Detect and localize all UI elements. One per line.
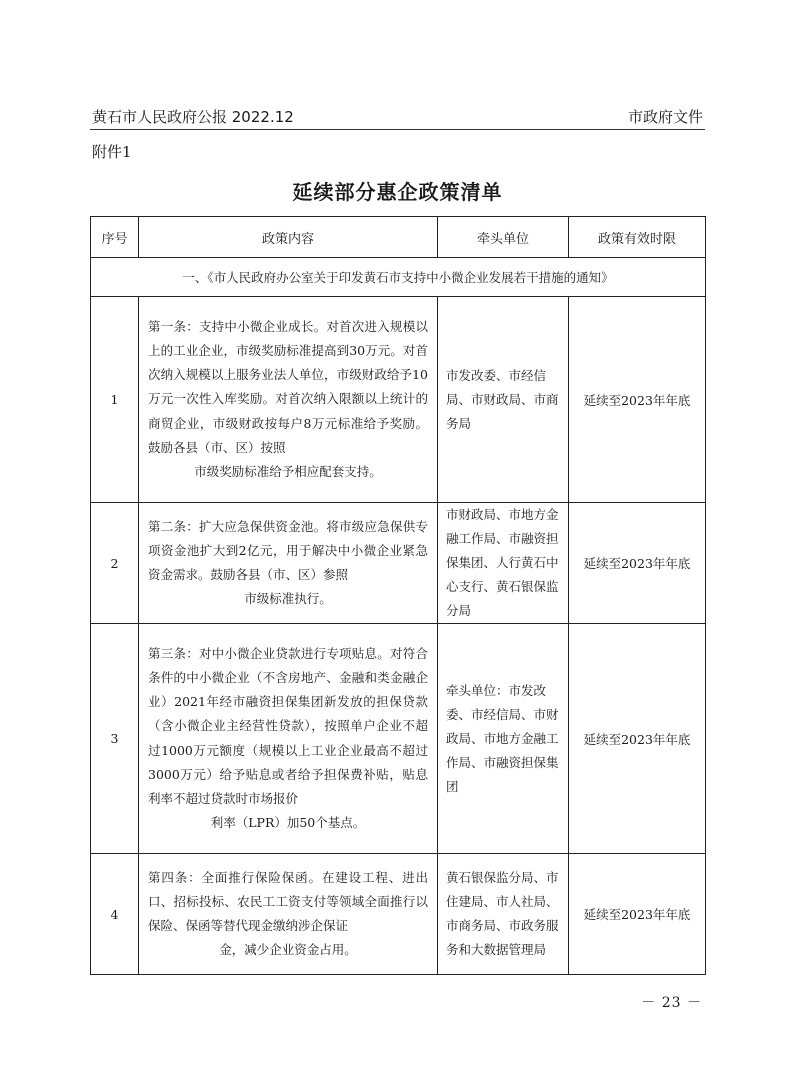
policy-content-lastline: 市级标准执行。 xyxy=(244,591,332,607)
policy-content xyxy=(139,624,438,854)
table-row xyxy=(91,854,706,975)
table-row xyxy=(91,624,706,854)
section-title: 一、《市人民政府办公室关于印发黄石市支持中小微企业发展若干措施的通知》 xyxy=(91,258,706,297)
policy-table xyxy=(90,216,706,975)
policy-term: 延续至2023年年底 xyxy=(569,624,706,854)
row-number: 4 xyxy=(91,854,139,975)
policy-content-lastline: 利率（LPR）加50个基点。 xyxy=(210,815,366,831)
page-number: － 23 － xyxy=(641,995,702,1011)
header-term: 政策有效时限 xyxy=(569,217,706,258)
policy-content xyxy=(139,297,438,503)
table-header-row xyxy=(91,217,706,258)
policy-content-text: 第四条：全面推行保险保函。在建设工程、进出口、招标投标、农民工工资支付等领域全面推行以保险、保函等替代现金缴纳涉企保证 xyxy=(148,869,428,933)
table-row xyxy=(91,503,706,624)
lead-unit: 黄石银保监分局、市住建局、市人社局、市商务局、市政务服务和大数据管理局 xyxy=(438,854,569,975)
policy-content-lastline: 金，减少企业资金占用。 xyxy=(219,942,357,958)
lead-unit: 市财政局、市地方金融工作局、市融资担保集团、人行黄石中心支行、黄石银保监分局 xyxy=(438,503,569,624)
policy-content-text: 第二条：扩大应急保供资金池。将市级应急保供专项资金池扩大到2亿元，用于解决中小微企业紧急资金需求。鼓励各县（市、区）参照 xyxy=(148,518,428,582)
section-row xyxy=(91,258,706,297)
document-title: 延续部分惠企政策清单 xyxy=(292,180,503,204)
attachment-label: 附件1 xyxy=(92,143,132,161)
policy-content xyxy=(139,503,438,624)
row-number: 3 xyxy=(91,624,139,854)
policy-term: 延续至2023年年底 xyxy=(569,503,706,624)
header-publication: 黄石市人民政府公报 2022.12 xyxy=(92,108,294,126)
policy-content-lastline: 市级奖励标准给予相应配套支持。 xyxy=(194,464,382,479)
page-header xyxy=(90,104,705,128)
lead-unit: 牵头单位：市发改委、市经信局、市财政局、市地方金融工作局、市融资担保集团 xyxy=(438,624,569,854)
header-section: 市政府文件 xyxy=(627,108,703,126)
table-row xyxy=(91,297,706,503)
header-unit: 牵头单位 xyxy=(438,217,569,258)
policy-term: 延续至2023年年底 xyxy=(569,854,706,975)
policy-content-text: 第一条：支持中小微企业成长。对首次进入规模以上的工业企业，市级奖励标准提高到30万元。对首次纳入规模以上服务业法人单位，市级财政给予10万元一次性入库奖励。对首次纳入限额以上统计的商贸企业，市级财政按每户8万元标准给予奖励。鼓励各县（市、区）按照 xyxy=(148,318,428,455)
policy-content xyxy=(139,854,438,975)
header-content: 政策内容 xyxy=(139,217,438,258)
header-rule xyxy=(90,129,705,130)
policy-content-text: 第三条：对中小微企业贷款进行专项贴息。对符合条件的中小微企业（不含房地产、金融和类金融企业）2021年经市融资担保集团新发放的担保贷款（含小微企业主经营性贷款），按照单户企业不超过1000万元额度（规模以上工业企业最高不超过3000万元）给予贴息或者给予担保费补贴，贴息利率不超过贷款时市场报价 xyxy=(148,645,428,806)
policy-term: 延续至2023年年底 xyxy=(569,297,706,503)
row-number: 1 xyxy=(91,297,139,503)
lead-unit: 市发改委、市经信局、市财政局、市商务局 xyxy=(438,297,569,503)
header-no: 序号 xyxy=(91,217,139,258)
row-number: 2 xyxy=(91,503,139,624)
